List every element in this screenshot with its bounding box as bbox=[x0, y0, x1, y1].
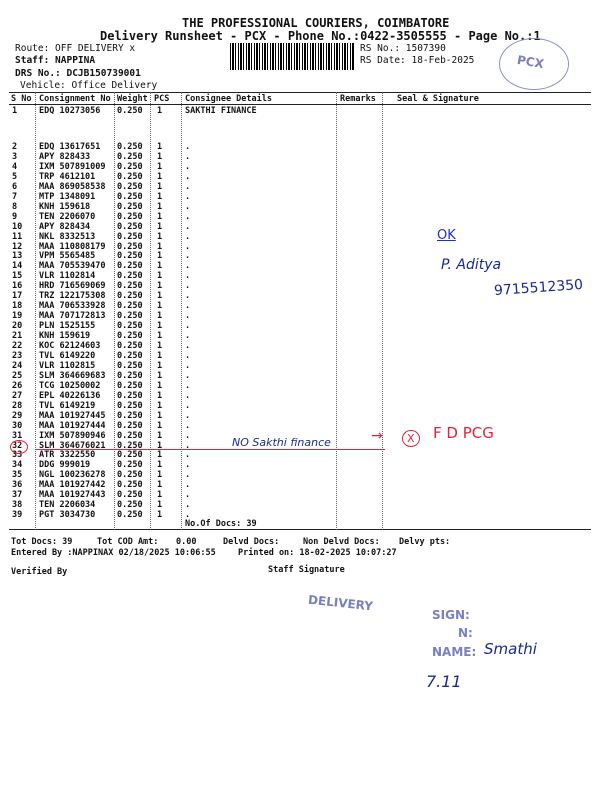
row-weight: 0.250 bbox=[117, 500, 143, 511]
row-weight: 0.250 bbox=[117, 241, 143, 252]
row-weight: 0.250 bbox=[117, 291, 143, 302]
row-sno: 16 bbox=[12, 281, 23, 292]
row-consignee: . bbox=[185, 420, 191, 431]
delivery-stamp-title: DELIVERY bbox=[307, 592, 374, 614]
table-row bbox=[9, 331, 591, 341]
row-pcs: 1 bbox=[157, 430, 163, 441]
row-consignee: . bbox=[185, 350, 191, 361]
row-weight: 0.250 bbox=[117, 151, 143, 162]
row-consignee: . bbox=[185, 341, 191, 351]
table-row bbox=[9, 242, 591, 252]
row-weight: 0.250 bbox=[117, 450, 143, 461]
col-remarks: Remarks bbox=[340, 94, 376, 104]
row-consignee: . bbox=[185, 171, 191, 182]
row-weight: 0.250 bbox=[117, 221, 143, 232]
handwritten-remark: NO Sakthi finance bbox=[232, 436, 331, 449]
verified-by: Verified By bbox=[11, 567, 68, 577]
row-sno: 32 bbox=[12, 440, 23, 451]
row-consignment-no: MAA 869058538 bbox=[39, 181, 106, 192]
table-row bbox=[9, 301, 591, 311]
row-sno: 15 bbox=[12, 271, 23, 282]
row-sno: 22 bbox=[12, 341, 23, 351]
row-sno: 6 bbox=[12, 181, 18, 192]
row-consignee: . bbox=[185, 261, 191, 272]
non-delvd-docs: Non Delvd Docs: bbox=[303, 537, 380, 547]
row-weight: 0.250 bbox=[117, 460, 143, 471]
table-row bbox=[9, 341, 591, 351]
row-weight: 0.250 bbox=[117, 261, 143, 272]
handwritten-x-mark: X bbox=[402, 430, 420, 447]
table-row bbox=[9, 212, 591, 222]
row-consignment-no: HRD 716569069 bbox=[39, 281, 106, 292]
row-consignment-no: IXM 507891009 bbox=[39, 161, 106, 172]
row-weight: 0.250 bbox=[117, 490, 143, 501]
row-consignment-no: MAA 101927445 bbox=[39, 410, 106, 421]
row-weight: 0.250 bbox=[117, 321, 143, 332]
row-sno: 34 bbox=[12, 460, 23, 471]
row-pcs: 1 bbox=[157, 420, 163, 431]
row-pcs: 1 bbox=[157, 400, 163, 411]
row-consignee: . bbox=[185, 331, 191, 342]
row-consignee: . bbox=[185, 410, 191, 421]
row-consignee: . bbox=[185, 470, 191, 481]
table-row bbox=[9, 106, 591, 116]
delvy-pts: Delvy pts: bbox=[399, 537, 451, 547]
row-consignee: . bbox=[185, 271, 191, 282]
row-consignment-no: ATR 3322550 bbox=[39, 450, 96, 461]
row-weight: 0.250 bbox=[117, 370, 143, 381]
row-sno: 23 bbox=[12, 350, 23, 361]
row-consignee: . bbox=[185, 500, 191, 511]
row-weight: 0.250 bbox=[117, 201, 143, 212]
row-sno: 4 bbox=[12, 161, 18, 172]
row-consignment-no: EDQ 10273056 bbox=[39, 106, 101, 116]
row-pcs: 1 bbox=[157, 470, 163, 481]
col-consignment: Consignment No bbox=[39, 94, 111, 104]
row-consignment-no: PLN 1525155 bbox=[39, 321, 96, 332]
row-weight: 0.250 bbox=[117, 360, 143, 371]
row-pcs: 1 bbox=[157, 241, 163, 252]
row-consignment-no: MAA 707172813 bbox=[39, 311, 106, 322]
row-consignment-no: VPM 5565485 bbox=[39, 251, 96, 262]
row-sno: 37 bbox=[12, 490, 23, 501]
staff-signature: Staff Signature bbox=[268, 565, 345, 575]
row-sno: 24 bbox=[12, 360, 23, 371]
table-row bbox=[9, 261, 591, 271]
table-row bbox=[9, 490, 591, 500]
row-sno: 1 bbox=[12, 106, 18, 116]
row-pcs: 1 bbox=[157, 390, 163, 401]
company-name: THE PROFESSIONAL COURIERS, COIMBATORE bbox=[182, 16, 450, 30]
delvd-docs: Delvd Docs: bbox=[223, 537, 280, 547]
entered-by: Entered By :NAPPINAX 02/18/2025 10:06:55 bbox=[11, 548, 216, 558]
row-weight: 0.250 bbox=[117, 331, 143, 342]
row-consignee: . bbox=[185, 450, 191, 461]
row-consignee: . bbox=[185, 151, 191, 162]
row-weight: 0.250 bbox=[117, 380, 143, 391]
row-weight: 0.250 bbox=[117, 430, 143, 441]
row-consignment-no: MAA 705539470 bbox=[39, 261, 106, 272]
row-consignee: . bbox=[185, 191, 191, 202]
row-consignee: . bbox=[185, 211, 191, 222]
row32-strike-line bbox=[35, 449, 385, 450]
row-consignment-no: MAA 101927443 bbox=[39, 490, 106, 501]
row-pcs: 1 bbox=[157, 151, 163, 162]
row-consignee: . bbox=[185, 281, 191, 292]
row-pcs: 1 bbox=[157, 171, 163, 182]
row-pcs: 1 bbox=[157, 380, 163, 391]
row-sno: 12 bbox=[12, 241, 23, 252]
row-sno: 33 bbox=[12, 450, 23, 461]
row-consignee: . bbox=[185, 490, 191, 501]
row-consignee: . bbox=[185, 480, 191, 491]
row-sno: 10 bbox=[12, 221, 23, 232]
handwritten-signature: P. Aditya bbox=[441, 257, 502, 273]
row-weight: 0.250 bbox=[117, 281, 143, 292]
row-consignment-no: EDQ 13617651 bbox=[39, 142, 101, 152]
table-row bbox=[9, 351, 591, 361]
row-consignee: . bbox=[185, 181, 191, 192]
table-row bbox=[9, 450, 591, 460]
row-consignee: . bbox=[185, 301, 191, 312]
row-weight: 0.250 bbox=[117, 106, 143, 116]
row-pcs: 1 bbox=[157, 271, 163, 282]
col-pcs: PCS bbox=[154, 94, 170, 104]
row-consignee: . bbox=[185, 430, 191, 441]
row-sno: 29 bbox=[12, 410, 23, 421]
row-consignee: . bbox=[185, 161, 191, 172]
row-consignment-no: NGL 100236278 bbox=[39, 470, 106, 481]
row-weight: 0.250 bbox=[117, 301, 143, 312]
row-consignee: . bbox=[185, 251, 191, 262]
row-consignment-no: KNH 159618 bbox=[39, 201, 91, 212]
row-consignment-no: MAA 101927444 bbox=[39, 420, 106, 431]
row-consignee: . bbox=[185, 400, 191, 411]
table-row bbox=[9, 222, 591, 232]
row-pcs: 1 bbox=[157, 251, 163, 262]
row-weight: 0.250 bbox=[117, 181, 143, 192]
row-weight: 0.250 bbox=[117, 211, 143, 222]
row-weight: 0.250 bbox=[117, 440, 143, 451]
table-row bbox=[9, 361, 591, 371]
row-weight: 0.250 bbox=[117, 171, 143, 182]
row-consignee: . bbox=[185, 311, 191, 322]
row-consignment-no: TVL 6149219 bbox=[39, 400, 96, 411]
row-pcs: 1 bbox=[157, 191, 163, 202]
printed-on: Printed on: 18-02-2025 10:07:27 bbox=[238, 548, 397, 558]
row-sno: 7 bbox=[12, 191, 18, 202]
tot-docs: Tot Docs: 39 bbox=[11, 537, 73, 547]
table-row bbox=[9, 500, 591, 510]
table-row bbox=[9, 202, 591, 212]
table-row bbox=[9, 421, 591, 431]
row-consignment-no: TRP 4612101 bbox=[39, 171, 96, 182]
row-pcs: 1 bbox=[157, 410, 163, 421]
delivery-stamp-sign1: SIGN: bbox=[432, 608, 470, 622]
row-sno: 30 bbox=[12, 420, 23, 431]
row-sno: 9 bbox=[12, 211, 18, 222]
row-consignee: . bbox=[185, 390, 191, 401]
row-pcs: 1 bbox=[157, 106, 163, 116]
row-consignment-no: NKL 8332513 bbox=[39, 231, 96, 242]
vehicle-label: Vehicle: Office Delivery bbox=[20, 80, 158, 91]
row-pcs: 1 bbox=[157, 490, 163, 501]
row-consignment-no: VLR 1102815 bbox=[39, 360, 96, 371]
row32-circle bbox=[10, 440, 28, 454]
delivery-stamp-sign2: N: bbox=[458, 626, 473, 640]
row-pcs: 1 bbox=[157, 341, 163, 351]
row-pcs: 1 bbox=[157, 291, 163, 302]
row-sno: 38 bbox=[12, 500, 23, 511]
row-sno: 11 bbox=[12, 231, 23, 242]
rs-number: RS No.: 1507390 bbox=[360, 43, 446, 54]
row-sno: 35 bbox=[12, 470, 23, 481]
row-sno: 39 bbox=[12, 510, 23, 521]
row-consignee: . bbox=[185, 291, 191, 302]
handwritten-ok: OK bbox=[437, 228, 456, 243]
row-weight: 0.250 bbox=[117, 350, 143, 361]
row-consignment-no: TEN 2206070 bbox=[39, 211, 96, 222]
table-row bbox=[9, 321, 591, 331]
row-consignment-no: MAA 706533928 bbox=[39, 301, 106, 312]
table-row bbox=[9, 371, 591, 381]
row-weight: 0.250 bbox=[117, 470, 143, 481]
row-consignment-no: IXM 507890946 bbox=[39, 430, 106, 441]
row-consignee: . bbox=[185, 321, 191, 332]
pcx-stamp-text: PCX bbox=[515, 52, 545, 72]
row-consignment-no: KNH 159619 bbox=[39, 331, 91, 342]
table-row bbox=[9, 162, 591, 172]
drs-number: DRS No.: DCJB150739001 bbox=[15, 68, 141, 79]
row-weight: 0.250 bbox=[117, 231, 143, 242]
row-consignment-no: TCG 10250002 bbox=[39, 380, 101, 391]
table-row bbox=[9, 152, 591, 162]
table-row bbox=[9, 311, 591, 321]
row-pcs: 1 bbox=[157, 201, 163, 212]
row-pcs: 1 bbox=[157, 142, 163, 152]
runsheet-table bbox=[9, 92, 591, 532]
table-row bbox=[9, 460, 591, 470]
row-pcs: 1 bbox=[157, 450, 163, 461]
row-weight: 0.250 bbox=[117, 390, 143, 401]
row-weight: 0.250 bbox=[117, 420, 143, 431]
row-consignment-no: SLM 364676021 bbox=[39, 440, 106, 451]
row-pcs: 1 bbox=[157, 221, 163, 232]
row-consignment-no: VLR 1102814 bbox=[39, 271, 96, 282]
table-row bbox=[9, 142, 591, 152]
row-pcs: 1 bbox=[157, 321, 163, 332]
row-pcs: 1 bbox=[157, 301, 163, 312]
row-weight: 0.250 bbox=[117, 271, 143, 282]
row-pcs: 1 bbox=[157, 360, 163, 371]
delivery-stamp-name-value: Smathi bbox=[484, 640, 537, 658]
handwritten-phone: 9715512350 bbox=[493, 276, 584, 300]
row-sno: 2 bbox=[12, 142, 18, 152]
row-weight: 0.250 bbox=[117, 191, 143, 202]
row-pcs: 1 bbox=[157, 161, 163, 172]
row-weight: 0.250 bbox=[117, 341, 143, 351]
row-consignee: . bbox=[185, 142, 191, 152]
arrow-mark: → bbox=[371, 428, 383, 444]
row-pcs: 1 bbox=[157, 500, 163, 511]
table-row bbox=[9, 381, 591, 391]
row-sno: 31 bbox=[12, 430, 23, 441]
table-row bbox=[9, 480, 591, 490]
row-sno: 20 bbox=[12, 321, 23, 332]
row-weight: 0.250 bbox=[117, 410, 143, 421]
col-sno: S No bbox=[11, 94, 32, 104]
row-consignment-no: MAA 101927442 bbox=[39, 480, 106, 491]
row-consignment-no: DDG 999019 bbox=[39, 460, 91, 471]
row-sno: 28 bbox=[12, 400, 23, 411]
row-sno: 14 bbox=[12, 261, 23, 272]
row-sno: 8 bbox=[12, 201, 18, 212]
row-pcs: 1 bbox=[157, 510, 163, 521]
row-consignment-no: KOC 62124603 bbox=[39, 341, 101, 351]
row-sno: 5 bbox=[12, 171, 18, 182]
row-consignee: . bbox=[185, 370, 191, 381]
col-weight: Weight bbox=[117, 94, 148, 104]
table-row bbox=[9, 182, 591, 192]
row-consignment-no: TRZ 122175308 bbox=[39, 291, 106, 302]
row-consignment-no: PGT 3034730 bbox=[39, 510, 96, 521]
row-consignee: . bbox=[185, 360, 191, 371]
row-pcs: 1 bbox=[157, 331, 163, 342]
barcode bbox=[230, 43, 355, 70]
row-pcs: 1 bbox=[157, 261, 163, 272]
row-pcs: 1 bbox=[157, 350, 163, 361]
row-weight: 0.250 bbox=[117, 510, 143, 521]
row-pcs: 1 bbox=[157, 211, 163, 222]
staff-label: Staff: NAPPINA bbox=[15, 55, 96, 66]
row-consignee: . bbox=[185, 231, 191, 242]
row-pcs: 1 bbox=[157, 440, 163, 451]
row-sno: 26 bbox=[12, 380, 23, 391]
row-pcs: 1 bbox=[157, 231, 163, 242]
no-of-docs: No.Of Docs: 39 bbox=[185, 519, 257, 529]
row-weight: 0.250 bbox=[117, 400, 143, 411]
row-sno: 13 bbox=[12, 251, 23, 262]
row-sno: 18 bbox=[12, 301, 23, 312]
tot-cod-label: Tot COD Amt: bbox=[97, 537, 159, 547]
row-sno: 17 bbox=[12, 291, 23, 302]
table-row bbox=[9, 411, 591, 421]
row-sno: 36 bbox=[12, 480, 23, 491]
row-consignment-no: APY 828433 bbox=[39, 151, 91, 162]
row-consignment-no: TVL 6149220 bbox=[39, 350, 96, 361]
table-row bbox=[9, 470, 591, 480]
row-sno: 19 bbox=[12, 311, 23, 322]
row-consignee: . bbox=[185, 221, 191, 232]
row-sno: 21 bbox=[12, 331, 23, 342]
row-consignee: . bbox=[185, 460, 191, 471]
table-row bbox=[9, 251, 591, 261]
table-row bbox=[9, 271, 591, 281]
row-sno: 3 bbox=[12, 151, 18, 162]
rs-date: RS Date: 18-Feb-2025 bbox=[360, 55, 475, 66]
row-consignee: . bbox=[185, 201, 191, 212]
row-consignee: . bbox=[185, 440, 191, 451]
table-row bbox=[9, 401, 591, 411]
row-pcs: 1 bbox=[157, 480, 163, 491]
row-consignee: . bbox=[185, 241, 191, 252]
table-row bbox=[9, 391, 591, 401]
table-row bbox=[9, 232, 591, 242]
table-row bbox=[9, 172, 591, 182]
row-pcs: 1 bbox=[157, 460, 163, 471]
row-consignment-no: EPL 40226136 bbox=[39, 390, 101, 401]
row-sno: 27 bbox=[12, 390, 23, 401]
tot-cod-value: 0.00 bbox=[176, 537, 197, 547]
row-weight: 0.250 bbox=[117, 161, 143, 172]
row-consignee: . bbox=[185, 510, 191, 521]
row-consignee: . bbox=[185, 380, 191, 391]
row-weight: 0.250 bbox=[117, 311, 143, 322]
row-weight: 0.250 bbox=[117, 142, 143, 152]
row-consignment-no: SLM 364669683 bbox=[39, 370, 106, 381]
row-consignment-no: TEN 2206034 bbox=[39, 500, 96, 511]
row-pcs: 1 bbox=[157, 311, 163, 322]
row-pcs: 1 bbox=[157, 370, 163, 381]
col-consignee: Consignee Details bbox=[185, 94, 272, 104]
route-label: Route: OFF DELIVERY x bbox=[15, 43, 136, 54]
table-row bbox=[9, 192, 591, 202]
runsheet-title: Delivery Runsheet - PCX - Phone No.:0422-3505555 - Page No.:1 bbox=[100, 29, 541, 43]
row-consignment-no: MAA 110808179 bbox=[39, 241, 106, 252]
row-weight: 0.250 bbox=[117, 251, 143, 262]
delivery-stamp-bottom: 7.11 bbox=[426, 672, 462, 691]
row-consignment-no: APY 828434 bbox=[39, 221, 91, 232]
row-consignment-no: MTP 1348091 bbox=[39, 191, 96, 202]
row-sno: 25 bbox=[12, 370, 23, 381]
row-pcs: 1 bbox=[157, 181, 163, 192]
delivery-stamp-name: NAME: bbox=[432, 645, 477, 659]
row-consignee: SAKTHI FINANCE bbox=[185, 106, 257, 116]
col-seal-signature: Seal & Signature bbox=[397, 94, 479, 104]
row-pcs: 1 bbox=[157, 281, 163, 292]
handwritten-fd-note: F D PCG bbox=[433, 424, 494, 442]
table-row bbox=[9, 510, 591, 520]
row-weight: 0.250 bbox=[117, 480, 143, 491]
